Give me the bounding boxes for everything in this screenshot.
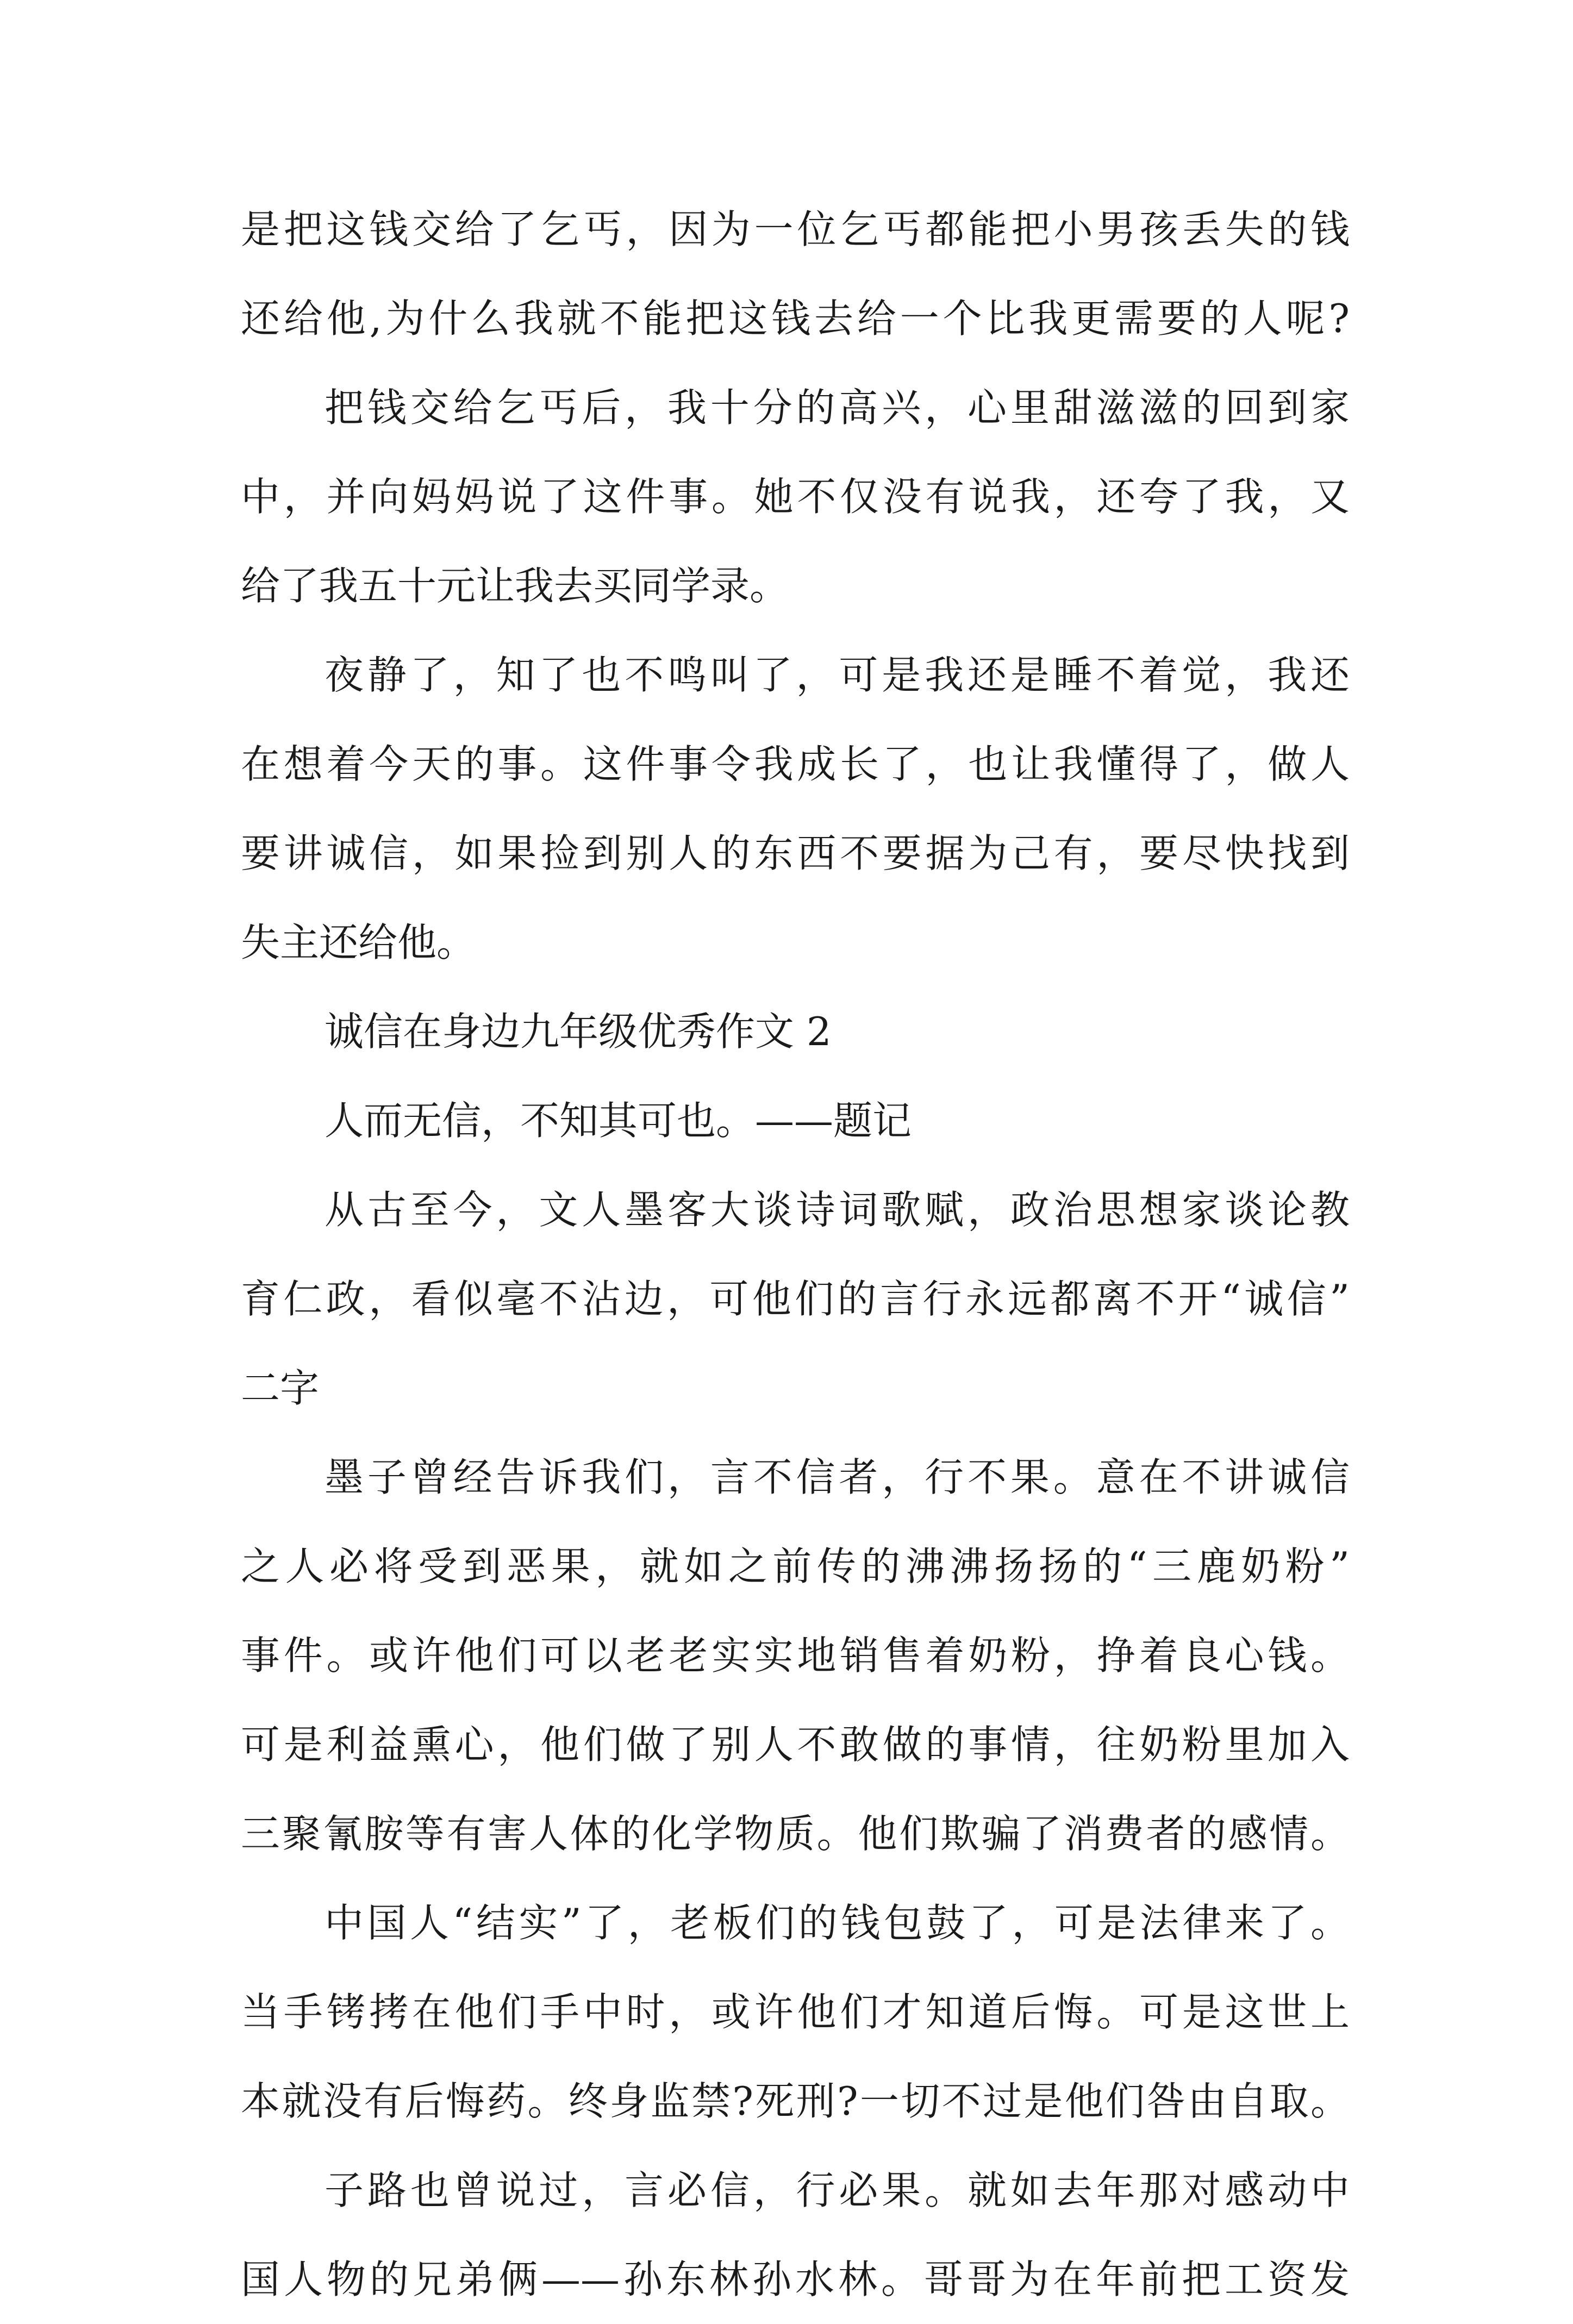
essay-title: 诚信在身边九年级优秀作文 2	[324, 1009, 832, 1054]
text-line: 事件。或许他们可以老老实实地销售着奶粉，挣着良心钱。	[241, 1633, 1350, 1678]
text-line: 是把这钱交给了乞丐，因为一位乞丐都能把小男孩丢失的钱	[241, 207, 1350, 252]
paragraph-start-line: 子路也曾说过，言必信，行必果。就如去年那对感动中	[324, 2167, 1350, 2213]
text-line: 本就没有后悔药。终身监禁?死刑?一切不过是他们咎由自取。	[241, 2078, 1350, 2124]
text-line: 失主还给他。	[241, 920, 476, 965]
body-text	[241, 185, 1350, 2324]
text-line: 当手铐拷在他们手中时，或许他们才知道后悔。可是这世上	[241, 1989, 1350, 2035]
text-line: 二字	[241, 1365, 320, 1411]
text-line: 三聚氰胺等有害人体的化学物质。他们欺骗了消费者的感情。	[241, 1811, 1350, 1857]
paragraph-start-line: 从古至今，文人墨客大谈诗词歌赋，政治思想家谈论教	[324, 1187, 1350, 1233]
text-line: 国人物的兄弟俩——孙东林孙水林。哥哥为在年前把工资发	[241, 2257, 1350, 2302]
paragraph-start-line: 把钱交给乞丐后，我十分的高兴，心里甜滋滋的回到家	[324, 385, 1350, 430]
paragraph-start-line: 中国人“结实”了，老板们的钱包鼓了，可是法律来了。	[324, 1900, 1350, 1946]
epigraph: 人而无信，不知其可也。——题记	[324, 1098, 912, 1144]
paragraph-start-line: 夜静了，知了也不鸣叫了，可是我还是睡不着觉，我还	[324, 652, 1350, 698]
text-line: 之人必将受到恶果，就如之前传的沸沸扬扬的“三鹿奶粉”	[241, 1544, 1350, 1589]
text-line: 育仁政，看似毫不沾边，可他们的言行永远都离不开“诚信”	[241, 1276, 1350, 1322]
text-line: 给了我五十元让我去买同学录。	[241, 563, 789, 609]
paragraph-start-line: 墨子曾经告诉我们，言不信者，行不果。意在不讲诚信	[324, 1454, 1350, 1500]
text-line: 要讲诚信，如果捡到别人的东西不要据为己有，要尽快找到	[241, 830, 1350, 876]
text-line: 中，并向妈妈说了这件事。她不仅没有说我，还夸了我，又	[241, 474, 1350, 520]
text-line: 可是利益熏心，他们做了别人不敢做的事情，往奶粉里加入	[241, 1722, 1350, 1767]
text-line: 在想着今天的事。这件事令我成长了，也让我懂得了，做人	[241, 741, 1350, 787]
text-line: 还给他,为什么我就不能把这钱去给一个比我更需要的人呢?	[241, 296, 1350, 341]
